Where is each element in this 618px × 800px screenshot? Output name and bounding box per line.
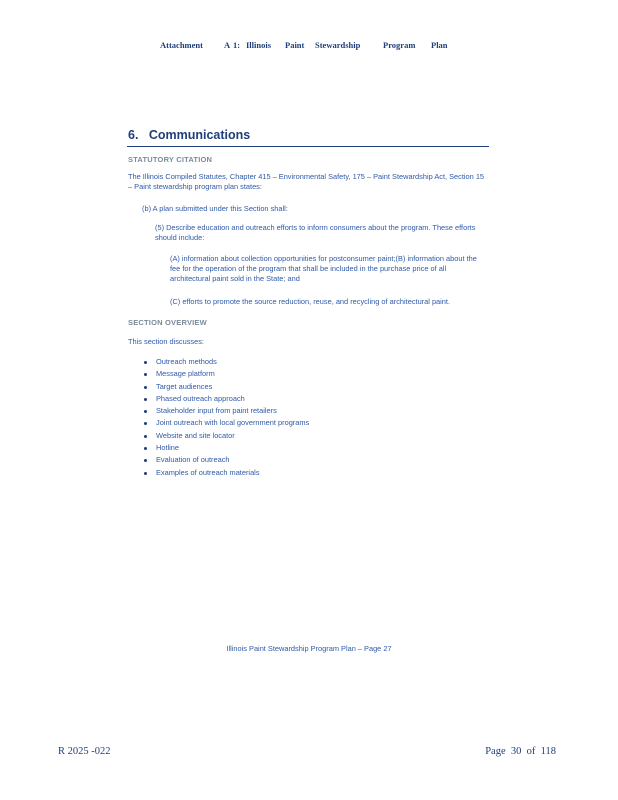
section-title: 6. Communications [128, 128, 251, 142]
bullet-icon [144, 459, 147, 462]
header-word: Paint [285, 40, 305, 50]
list-item-label: Outreach methods [156, 357, 217, 366]
bullet-icon [144, 398, 147, 401]
list-item [144, 393, 309, 405]
bullet-icon [144, 472, 147, 475]
list-item [144, 381, 309, 393]
list-item [144, 356, 309, 368]
list-item [144, 417, 309, 429]
bullet-icon [144, 361, 147, 364]
bullet-icon [144, 373, 147, 376]
bullet-icon [144, 422, 147, 425]
overview-intro: This section discusses: [128, 337, 204, 346]
header-word: Illinois [246, 40, 272, 50]
plan-page-footer: Illinois Paint Stewardship Program Plan – Page 27 [226, 644, 392, 653]
list-item [144, 430, 309, 442]
header-word: Attachment [160, 40, 203, 50]
header-word: Stewardship [315, 40, 361, 50]
list-item-label: Joint outreach with local government programs [156, 418, 310, 428]
list-item [144, 368, 309, 380]
list-item [144, 405, 309, 417]
list-item-label: Stakeholder input from paint retailers [156, 406, 277, 416]
list-item-label: Hotline [156, 443, 180, 453]
clause-c: (C) efforts to promote the source reduction, reuse, and recycling of architectural paint. [170, 297, 451, 306]
list-item-label: Examples of outreach materials [156, 467, 260, 477]
clause-a-b: (A) information about collection opportunities for postconsumer paint;(B) information about the fee for the operation of the program that shall be included in the purchase price of all architectural paint sold in the State; and [170, 254, 477, 283]
list-item-label: Evaluation of outreach [156, 455, 230, 465]
overview-list [144, 356, 309, 479]
statutory-intro: The Illinois Compiled Statutes, Chapter 415 – Environmental Safety, 175 – Paint Stewardship Act, Section 15 – Paint stewardship program plan states: [128, 172, 485, 191]
title-underline [127, 146, 489, 147]
list-item [144, 467, 309, 479]
list-item-label: Message platform [156, 369, 215, 379]
section-overview-heading: SECTION OVERVIEW [128, 318, 207, 327]
bullet-icon [144, 410, 147, 413]
header-word: 1: [233, 40, 241, 50]
document-number: R 2025 -022 [58, 746, 111, 757]
list-item [144, 442, 309, 454]
page-header [0, 40, 618, 54]
bullet-icon [144, 447, 147, 450]
header-word: Plan [431, 40, 448, 50]
list-item-label: Target audiences [156, 381, 213, 391]
bullet-icon [144, 386, 147, 389]
statutory-citation-heading: STATUTORY CITATION [128, 155, 213, 164]
header-word: A [224, 40, 231, 50]
list-item [144, 454, 309, 466]
clause-5: (5) Describe education and outreach efforts to inform consumers about the program. These efforts should include: [155, 223, 476, 242]
bullet-icon [144, 435, 147, 438]
list-item-label: Website and site locator [156, 430, 235, 440]
clause-b: (b) A plan submitted under this Section shall: [142, 204, 288, 213]
header-word: Program [383, 40, 416, 50]
page-number: Page 30 of 118 [485, 746, 556, 757]
list-item-label: Phased outreach approach [156, 393, 245, 403]
